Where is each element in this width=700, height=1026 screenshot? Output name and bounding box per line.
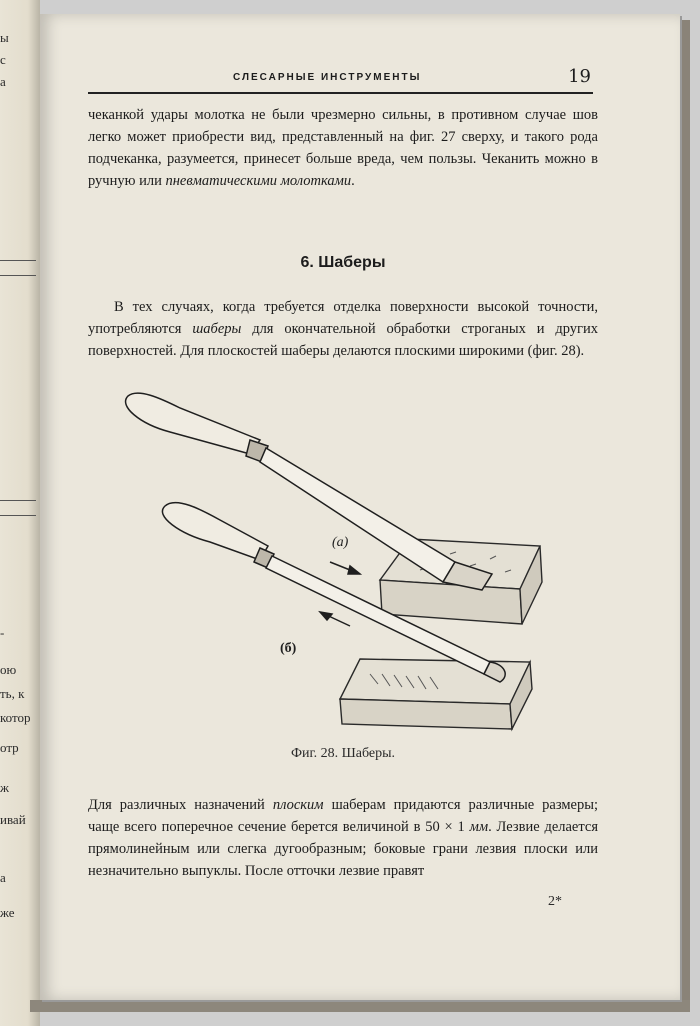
- paragraph-text: .: [351, 173, 355, 189]
- facing-page-edge: [0, 0, 40, 1026]
- paragraph-text: шаберам придаются различные размеры; чаще всего поперечное сечение берется величиной в 50 × 1: [88, 797, 598, 835]
- scraper-illustration: [110, 384, 570, 734]
- italic-term: шаберы: [192, 321, 242, 337]
- figure-caption: Фиг. 28. Шаберы.: [290, 746, 396, 761]
- facing-page-fragment: отр: [0, 740, 19, 755]
- figure-label-b: (б): [280, 641, 297, 656]
- paragraph-text: Для различных назначений: [88, 797, 273, 813]
- book-page: [40, 14, 680, 1000]
- page-number: 19: [568, 66, 591, 87]
- facing-page-fragment: ивай: [0, 812, 26, 827]
- paragraph-text: чеканкой удары молотка не были чрезмерно сильны, в противном случае шов легко может приобрести вид, представленный на фиг. 27 сверху, и такого рода подчеканка, разумеется, принесет больше вреда, чем пользы. Чеканить можно в ручную или: [88, 107, 598, 189]
- facing-page-rule: [0, 515, 36, 516]
- facing-page-fragment: а: [0, 74, 6, 89]
- facing-page-fragment: ы: [0, 30, 9, 45]
- paragraph-2: [88, 296, 598, 362]
- facing-page-fragment: ж: [0, 780, 9, 795]
- facing-page-fragment: же: [0, 905, 15, 920]
- signature-mark: 2*: [548, 894, 562, 909]
- facing-page-fragment: ою: [0, 662, 17, 677]
- facing-page-fragment: -: [0, 625, 5, 640]
- facing-page-fragment: а: [0, 870, 6, 885]
- facing-page-fragment: с: [0, 52, 6, 67]
- facing-page-rule: [0, 260, 36, 261]
- facing-page-fragment: котор: [0, 710, 31, 725]
- facing-page-rule: [0, 275, 36, 276]
- paragraph-text: В тех случаях, когда требуется отделка поверхности высокой точности, употребляются: [88, 299, 598, 337]
- running-head-title: СЛЕСАРНЫЕ ИНСТРУМЕНТЫ: [233, 72, 422, 83]
- running-head: [88, 66, 593, 94]
- italic-term: плоским: [272, 797, 324, 813]
- paragraph-text: . Лезвие делается прямолинейным или слегка дугообразным; боковые грани лезвия плоски или незначительно выпуклы. После отточки лезвие правят: [88, 819, 598, 879]
- figure-label-a: (a): [332, 535, 349, 550]
- paragraph-1: [88, 104, 598, 192]
- section-heading: 6. Шаберы: [300, 254, 386, 271]
- paragraph-text: для окончательной обработки строганых и других поверхностей. Для плоскостей шаберы делаются плоскими широкими (фиг. 28).: [88, 321, 598, 359]
- scraper-a: [126, 393, 492, 590]
- italic-term: пневматическими молотками: [165, 173, 352, 189]
- book-bottom-edge: [30, 1000, 690, 1012]
- paragraph-3: [88, 794, 598, 882]
- facing-page-rule: [0, 500, 36, 501]
- facing-page-fragment: ть, к: [0, 686, 25, 701]
- italic-unit: мм: [469, 819, 489, 835]
